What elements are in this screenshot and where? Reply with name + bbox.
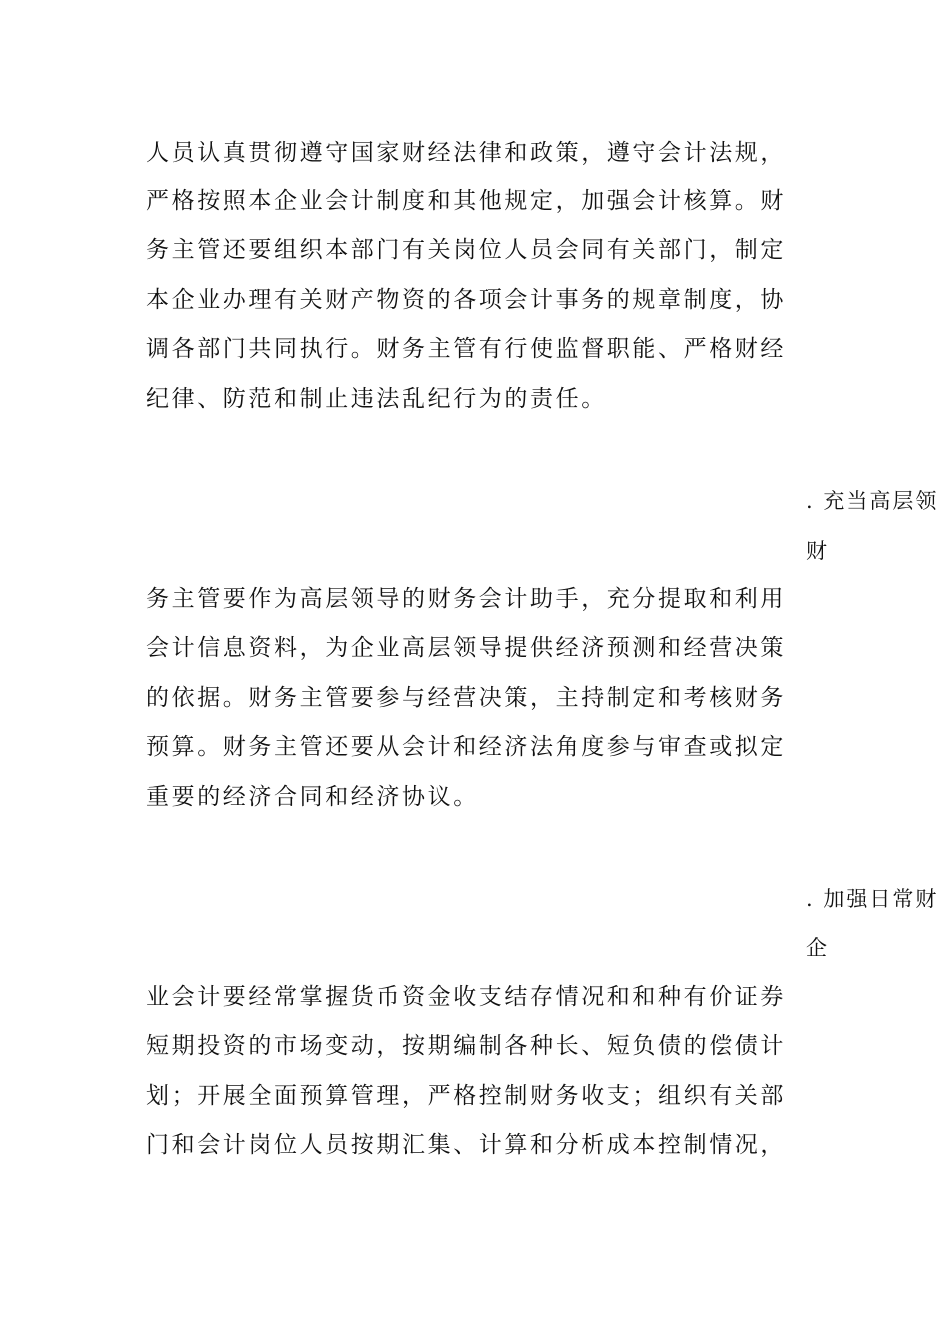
paragraph-line: 务主管还要组织本部门有关岗位人员会同有关部门，制定 (146, 237, 786, 263)
paragraph-line: 重要的经济合同和经济协议。 (146, 784, 479, 810)
section-heading: . 加强日常财 (806, 887, 939, 911)
paragraph-line: 会计信息资料，为企业高层领导提供经济预测和经营决策 (146, 635, 786, 661)
section-heading-continuation: 财 (806, 539, 829, 563)
paragraph-line: 门和会计岗位人员按期汇集、计算和分析成本控制情况， (146, 1132, 786, 1158)
paragraph-line: 业会计要经常掌握货币资金收支结存情况和和种有价证券 (146, 984, 786, 1010)
paragraph-line: 严格按照本企业会计制度和其他规定，加强会计核算。财 (146, 188, 786, 214)
paragraph-line: 的依据。财务主管要参与经营决策，主持制定和考核财务 (146, 685, 786, 711)
paragraph-line: 调各部门共同执行。财务主管有行使监督职能、严格财经 (146, 336, 786, 362)
section-heading-continuation: 企 (806, 936, 829, 960)
paragraph-line: 划；开展全面预算管理，严格控制财务收支；组织有关部 (146, 1083, 786, 1109)
paragraph-line: 人员认真贯彻遵守国家财经法律和政策，遵守会计法规， (146, 140, 786, 166)
paragraph-line: 务主管要作为高层领导的财务会计助手，充分提取和利用 (146, 586, 786, 612)
paragraph-line: 预算。财务主管还要从会计和经济法角度参与审查或拟定 (146, 734, 786, 760)
paragraph-line: 纪律、防范和制止违法乱纪行为的责任。 (146, 386, 607, 412)
section-heading: . 充当高层领 (806, 489, 939, 513)
paragraph-line: 短期投资的市场变动，按期编制各种长、短负债的偿债计 (146, 1033, 786, 1059)
paragraph-line: 本企业办理有关财产物资的各项会计事务的规章制度，协 (146, 287, 786, 313)
